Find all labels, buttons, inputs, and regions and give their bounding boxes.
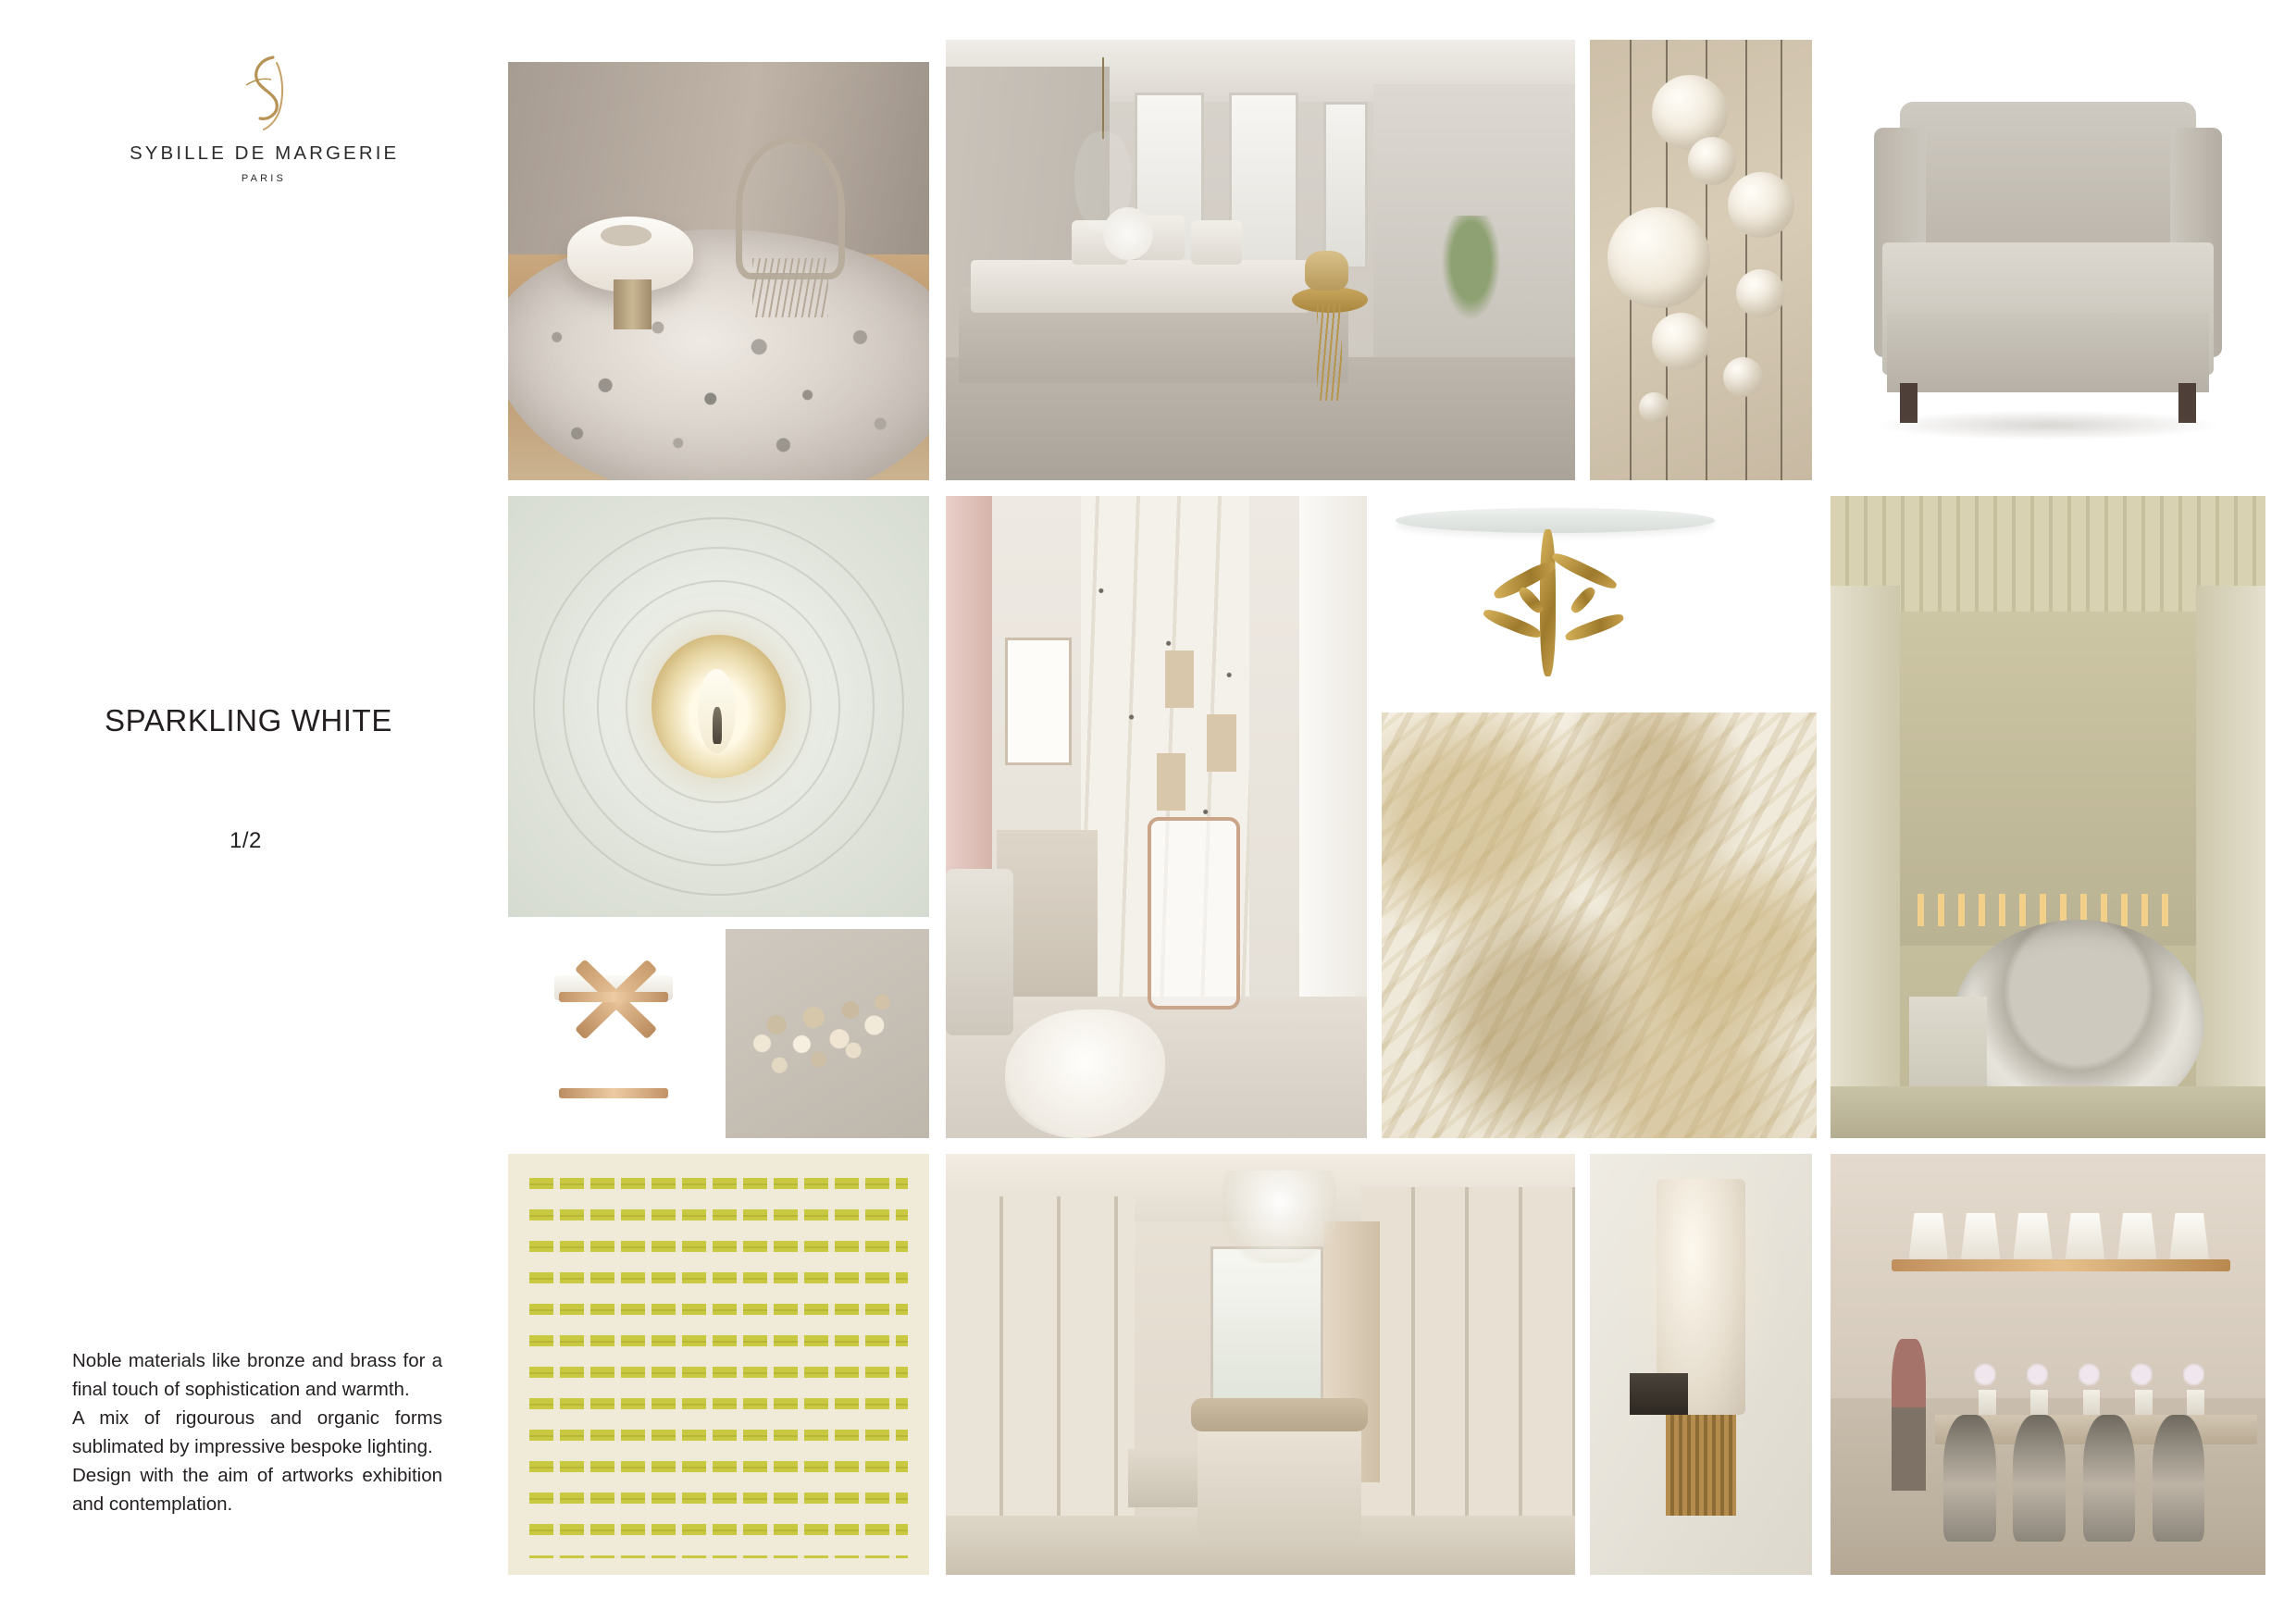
left-text-column bbox=[0, 0, 504, 1623]
moodboard-image-sphere-pendants bbox=[1590, 40, 1812, 480]
moodboard-image-gold-marbled-paper bbox=[1382, 712, 1817, 1138]
moodboard-image-alabaster-sconce bbox=[1590, 1154, 1812, 1575]
page-number: 1/2 bbox=[230, 828, 262, 853]
moodboard-image-branch-console bbox=[1382, 496, 1729, 701]
moodboard-image-living-room bbox=[946, 40, 1575, 480]
moodboard-image-tub-armchair bbox=[1831, 40, 2265, 480]
page-title: SPARKLING WHITE bbox=[105, 703, 392, 737]
moodboard-image-nursery bbox=[946, 496, 1367, 1138]
moodboard-image-x-frame-stool bbox=[508, 929, 719, 1138]
moodboard-image-dressing-room bbox=[946, 1154, 1575, 1575]
brand-location: PARIS bbox=[241, 173, 287, 184]
moodboard-image-dining-room bbox=[1831, 1154, 2265, 1575]
script-s-monogram-icon bbox=[130, 54, 398, 137]
moodboard-image-stone-bathroom bbox=[1831, 496, 2265, 1138]
moodboard-image-chairs-on-rug bbox=[508, 62, 929, 480]
description-text bbox=[72, 1346, 442, 1518]
moodboard-image-oculus-light bbox=[508, 496, 929, 917]
moodboard-image-sequin-brooch bbox=[726, 929, 929, 1138]
description-paragraph-3: Design with the aim of artworks exhibition and contemplation. bbox=[72, 1465, 442, 1515]
brand-block bbox=[130, 54, 398, 184]
moodboard-image-yellow-line-artwork bbox=[508, 1154, 929, 1575]
description-paragraph-2: A mix of rigourous and organic forms sublimated by impressive bespoke lighting. bbox=[72, 1407, 442, 1457]
brand-name: SYBILLE DE MARGERIE bbox=[130, 142, 400, 164]
description-paragraph-1: Noble materials like bronze and brass for a final touch of sophistication and warmth. bbox=[72, 1350, 442, 1400]
